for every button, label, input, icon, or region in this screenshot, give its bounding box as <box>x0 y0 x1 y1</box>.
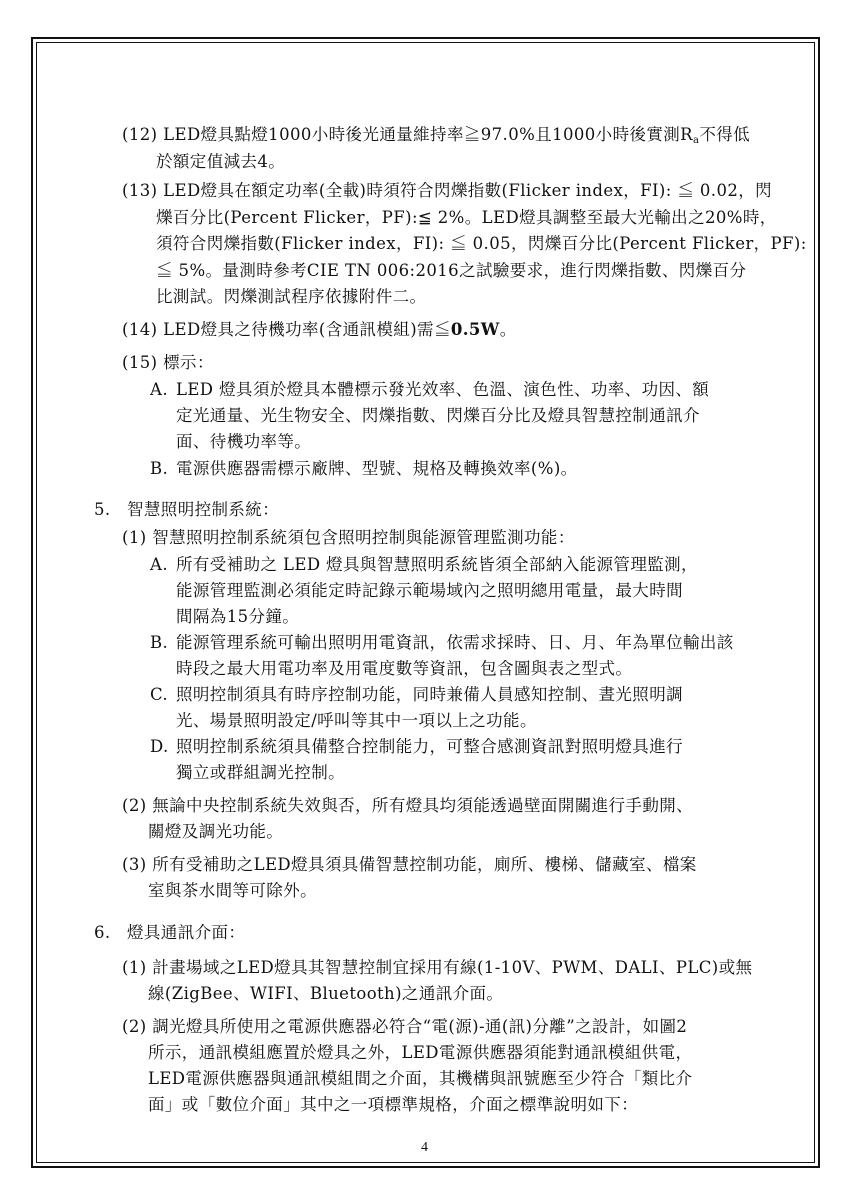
section-5-p1-a-line-1: 所有受補助之 LED 燈具與智慧照明系統皆須全部納入能源管理監測， <box>176 555 698 574</box>
section-5-p1-c-line-1: 照明控制須具有時序控制功能，同時兼備人員感知控制、晝光照明調 <box>176 685 683 704</box>
item-14-text: LED燈具之待機功率(含通訊模組)需≦ <box>163 320 451 339</box>
item-12-line-2: 於額定值減去4。 <box>156 152 286 171</box>
item-15-label: (15) <box>122 353 158 372</box>
item-14-period: 。 <box>499 320 517 339</box>
item-15-a-line-2: 定光通量、光生物安全、閃爍指數、閃爍百分比及燈具智慧控制通訊介 <box>176 406 700 425</box>
item-13-line-5: 比測試。閃爍測試程序依據附件二。 <box>156 287 427 306</box>
section-5-p2-label: (2) <box>122 796 147 815</box>
section-6-p2-line-4: 面」或「數位介面」其中之一項標準規格，介面之標準說明如下： <box>148 1095 639 1114</box>
section-5-p1-b-label: B. <box>150 633 169 652</box>
section-5-p1-heading: 智慧照明控制系統須包含照明控制與能源管理監測功能： <box>152 528 575 547</box>
section-6-title: 燈具通訊介面： <box>127 923 246 942</box>
section-6-p1-text: 計畫場域之LED燈具其智慧控制宜採用有線(1-10V、PWM、DALI、PLC)或無 <box>152 958 753 977</box>
item-14-value: 0.5W <box>450 320 500 339</box>
item-15-b-text: 電源供應器需標示廠牌、型號、規格及轉換效率(%)。 <box>176 459 578 478</box>
section-5-p1-title <box>122 528 575 548</box>
section-5-p1-d-line-2: 獨立或群組調光控制。 <box>176 763 345 782</box>
section-5-p1-d-label: D. <box>150 737 169 756</box>
section-5-p2-line-1 <box>122 796 693 816</box>
item-13-line-1 <box>122 181 772 201</box>
item-15-b-label: B. <box>150 459 169 478</box>
section-6-p2-label: (2) <box>122 1017 147 1036</box>
section-5-p1-b-line-1: 能源管理系統可輸出照明用電資訊，依需求採時、日、月、年為單位輸出該 <box>176 633 734 652</box>
section-5-p1-b-line-2: 時段之最大用電功率及用電度數等資訊，包含圖與表之型式。 <box>176 659 633 678</box>
item-13-line-4: ≦ 5%。量測時參考CIE TN 006:2016之試驗要求，進行閃爍指數、閃爍百分 <box>156 261 747 280</box>
section-6-p2-line-3: LED電源供應器與通訊模組間之介面，其機構與訊號應至少符合「類比介 <box>148 1069 693 1088</box>
item-15-heading: 標示： <box>163 353 214 372</box>
item-12-subscript: a <box>693 135 700 146</box>
item-12-line-1 <box>122 125 750 151</box>
item-15-a-label: A. <box>150 380 168 399</box>
section-6-p2-line-1 <box>122 1017 687 1037</box>
section-5-title: 智慧照明控制系統： <box>127 500 280 519</box>
section-5-p1-a-line-3: 間隔為15分鐘。 <box>176 607 300 626</box>
section-6-p2-line-2: 所示，通訊模組應置於燈具之外，LED電源供應器須能對通訊模組供電， <box>148 1043 693 1062</box>
item-12-label: (12) <box>122 125 158 144</box>
section-5-p2-text: 無論中央控制系統失效與否，所有燈具均須能透過壁面開關進行手動開、 <box>152 796 694 815</box>
section-5-p3-label: (3) <box>122 855 147 874</box>
section-5-p3-line-1 <box>122 855 697 875</box>
item-13-line-3: 須符合閃爍指數(Flicker index，FI): ≦ 0.05，閃爍百分比(Percent Flicker，PF): <box>156 234 807 253</box>
page-number: 4 <box>421 1140 428 1155</box>
item-13-line-2: 爍百分比(Percent Flicker，PF):≦ 2%。LED燈具調整至最大光輸出之20%時， <box>156 208 777 227</box>
item-13-label: (13) <box>122 181 158 200</box>
item-15-a-line-3: 面、待機功率等。 <box>176 432 312 451</box>
item-12-text-a: LED燈具點燈1000小時後光通量維持率≧97.0%且1000小時後實測R <box>163 125 693 144</box>
section-6-p1-line-1 <box>122 958 752 978</box>
section-5-p2-line-2: 關燈及調光功能。 <box>148 822 284 841</box>
section-5-p1-c-label: C. <box>150 685 169 704</box>
section-6-p2-text: 調光燈具所使用之電源供應器必符合“電(源)-通(訊)分離”之設計，如圖2 <box>152 1017 688 1036</box>
item-15-a-line-1: LED 燈具須於燈具本體標示發光效率、色溫、演色性、功率、功因、額 <box>176 380 710 399</box>
item-12-text-b: 不得低 <box>699 125 751 144</box>
section-5-p3-line-2: 室與茶水間等可除外。 <box>148 881 317 900</box>
section-6-p1-label: (1) <box>122 958 147 977</box>
section-5-p1-a-label: A. <box>150 555 168 574</box>
section-6-number: 6. <box>94 923 111 942</box>
item-14-label: (14) <box>122 320 158 339</box>
item-14 <box>122 320 517 340</box>
section-5-p3-text: 所有受補助之LED燈具須具備智慧控制功能，廁所、樓梯、儲藏室、檔案 <box>152 855 697 874</box>
section-5-p1-c-line-2: 光、場景照明設定/呼叫等其中一項以上之功能。 <box>176 711 537 730</box>
item-13-text: LED燈具在額定功率(全載)時須符合閃爍指數(Flicker index，FI): ≦ 0.02，閃 <box>163 181 773 200</box>
section-5-p1-a-line-2: 能源管理監測必須能定時記錄示範場域內之照明總用電量，最大時間 <box>176 581 683 600</box>
section-5-p1-label: (1) <box>122 528 147 547</box>
item-15-title <box>122 353 214 373</box>
section-5-number: 5. <box>94 500 111 519</box>
section-6-p1-line-2: 線(ZigBee、WIFI、Bluetooth)之通訊介面。 <box>148 984 504 1003</box>
section-5-p1-d-line-1: 照明控制系統須具備整合控制能力，可整合感測資訊對照明燈具進行 <box>176 737 683 756</box>
